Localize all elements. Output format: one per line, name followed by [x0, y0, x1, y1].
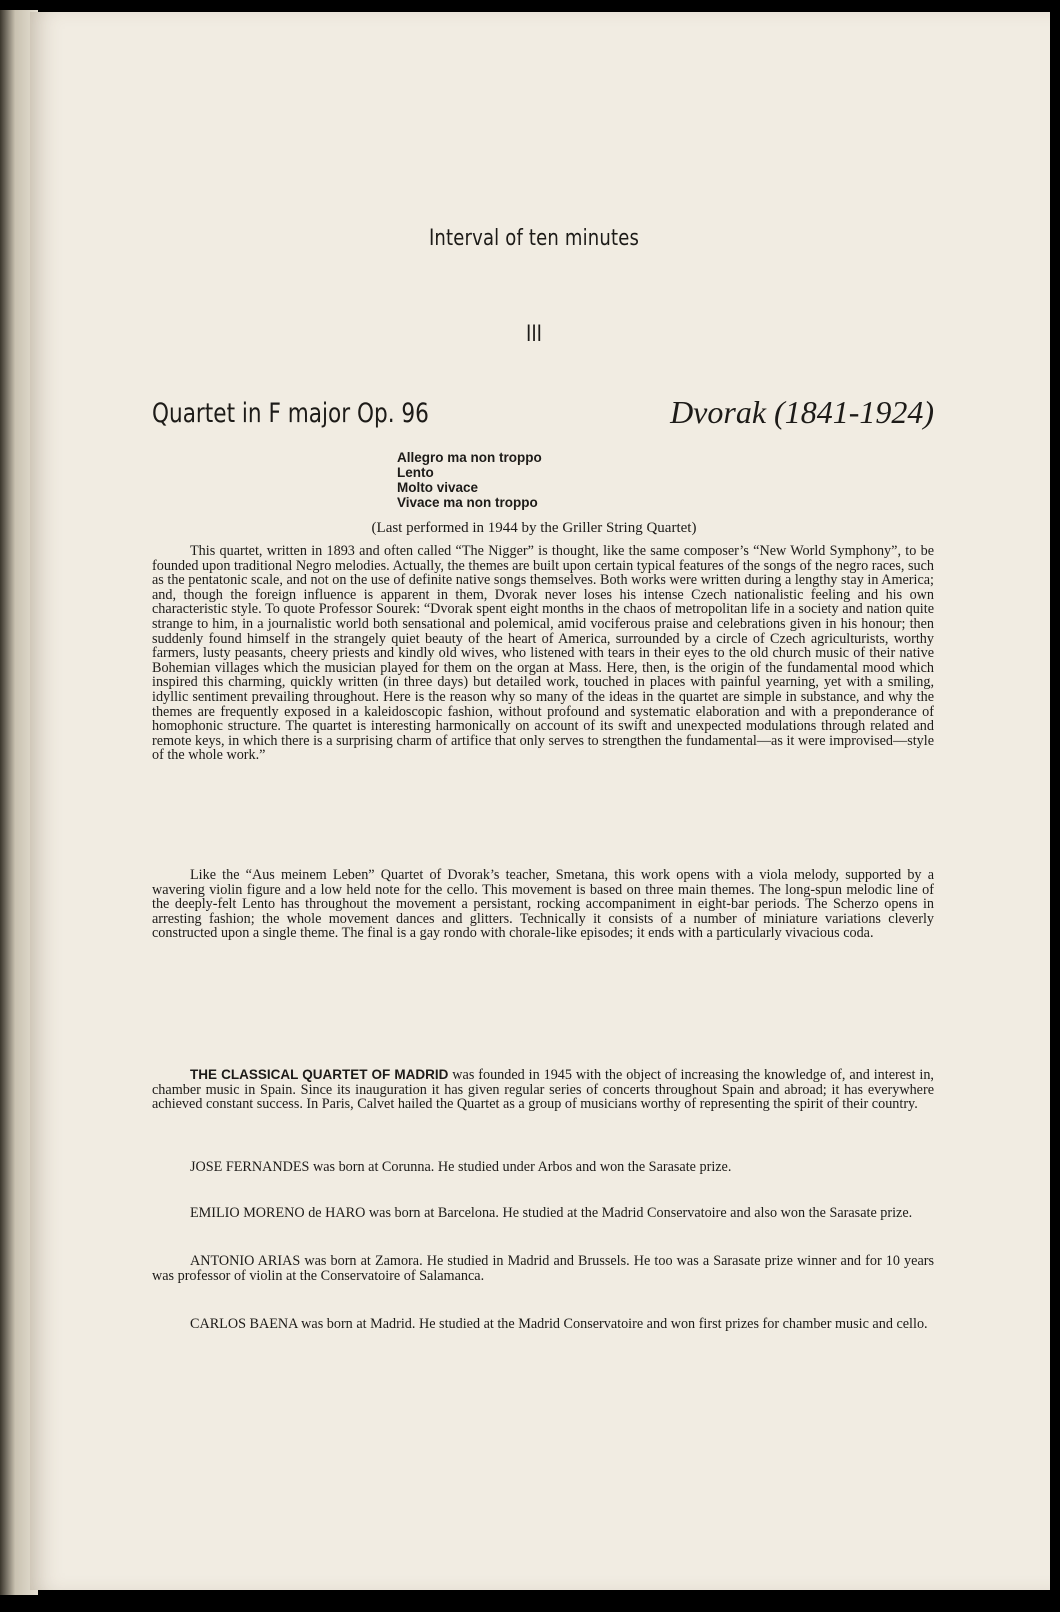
programme-page — [30, 12, 1050, 1590]
work-title: Quartet in F major Op. 96 — [152, 398, 429, 429]
performance-note: (Last performed in 1944 by the Griller String Quartet) — [371, 520, 697, 536]
quartet-name: THE CLASSICAL QUARTET OF MADRID — [190, 1067, 449, 1082]
movement-list — [397, 450, 542, 510]
member-bio: ANTONIO ARIAS was born at Zamora. He studied in Madrid and Brussels. He too was a Sarasate prize winner and for 10 years was professor of violin at the Conservatoire of Salamanca. — [152, 1253, 934, 1284]
member-bio: JOSE FERNANDES was born at Corunna. He studied under Arbos and won the Sarasate prize. — [190, 1159, 732, 1175]
movement-item: Molto vivace — [397, 480, 479, 495]
analysis-paragraph: Like the “Aus meinem Leben” Quartet of Dvorak’s teacher, Smetana, this work opens with a viola melody, supported by a wavering violin figure and a low held note for the cello. This movement is based on three main themes. The long-spun melodic line of the deeply-felt Lento has throughout the movement a persistant, rocking accompaniment in eight-bar periods. The Scherzo opens in arresting fashion; the whole movement dances and glitters. Technically it consists of a number of miniature variations cleverly constructed upon a single theme. The final is a gay rondo with chorale-like episodes; it ends with a particularly vivacious coda. — [152, 867, 934, 942]
description-paragraph: This quartet, written in 1893 and often called “The Nigger” is thought, like the same composer’s “New World Symphony”, to be founded upon traditional Negro melodies. Actually, the themes are built upon certain typical features of the songs of the negro races, such as the pentatonic scale, and not on the use of definite native songs themselves. Both works were written during a lengthy stay in America; and, though the foreign influence is apparent in them, Dvorak never loses his intense Czech nationalistic feeling and his own characteristic style. To quote Professor Sourek: “Dvorak spent eight months in the chaos of metropolitan life in a society and nation quite strange to him, in a journalistic world both sensational and polemical, amid vociferous praise and celebrations given in his honour; then suddenly found himself in the strangely quiet beauty of the heart of America, surrounded by a circle of Czech agriculturists, worthy farmers, lusty peasants, cheery priests and kindly old wives, who listened with tears in their eyes to the old church music of their native Bohemian villages which the musician played for them on the organ at Mass. Here, then, is the origin of the fundamental mood which inspired this charming, quickly written (in three days) but detailed work, touched in places with painful yearning, yet with a smiling, idyllic sentiment prevailing throughout. Here is the reason why so many of the ideas in the quartet are simple in substance, and why the themes are frequently exposed in a kaleidoscopic fashion, without profound and systematic elaboration and with a preponderance of homophonic structure. The quartet is interesting harmonically on account of its swift and unexpected modulations through related and remote keys, in which there is a surprising charm of artifice that only serves to strengthen the fundamental—as it were improvised—style of the whole work.” — [152, 543, 934, 764]
quartet-paragraph — [152, 1068, 934, 1112]
member-bio: CARLOS BAENA was born at Madrid. He studied at the Madrid Conservatoire and won first prizes for chamber music and cello. — [190, 1316, 928, 1332]
composer-name: Dvorak (1841-1924) — [670, 394, 934, 430]
movement-item: Lento — [397, 465, 434, 480]
interval-heading: Interval of ten minutes — [428, 226, 640, 251]
section-numeral: III — [526, 322, 542, 347]
quartet-description: was founded in 1945 with the object of increasing the knowledge of, and interest in, chamber music in Spain. Since its inauguration it has given regular series of concerts throughout Spain and abroad; it has everywhere achieved constant success. In Paris, Calvet hailed the Quartet as a group of musicians worthy of representing the spirit of their country. — [152, 1067, 934, 1113]
movement-item: Allegro ma non troppo — [397, 450, 542, 465]
member-bio: EMILIO MORENO de HARO was born at Barcelona. He studied at the Madrid Conservatoire and also won the Sarasate prize. — [190, 1205, 913, 1221]
movement-item: Vivace ma non troppo — [397, 495, 538, 510]
